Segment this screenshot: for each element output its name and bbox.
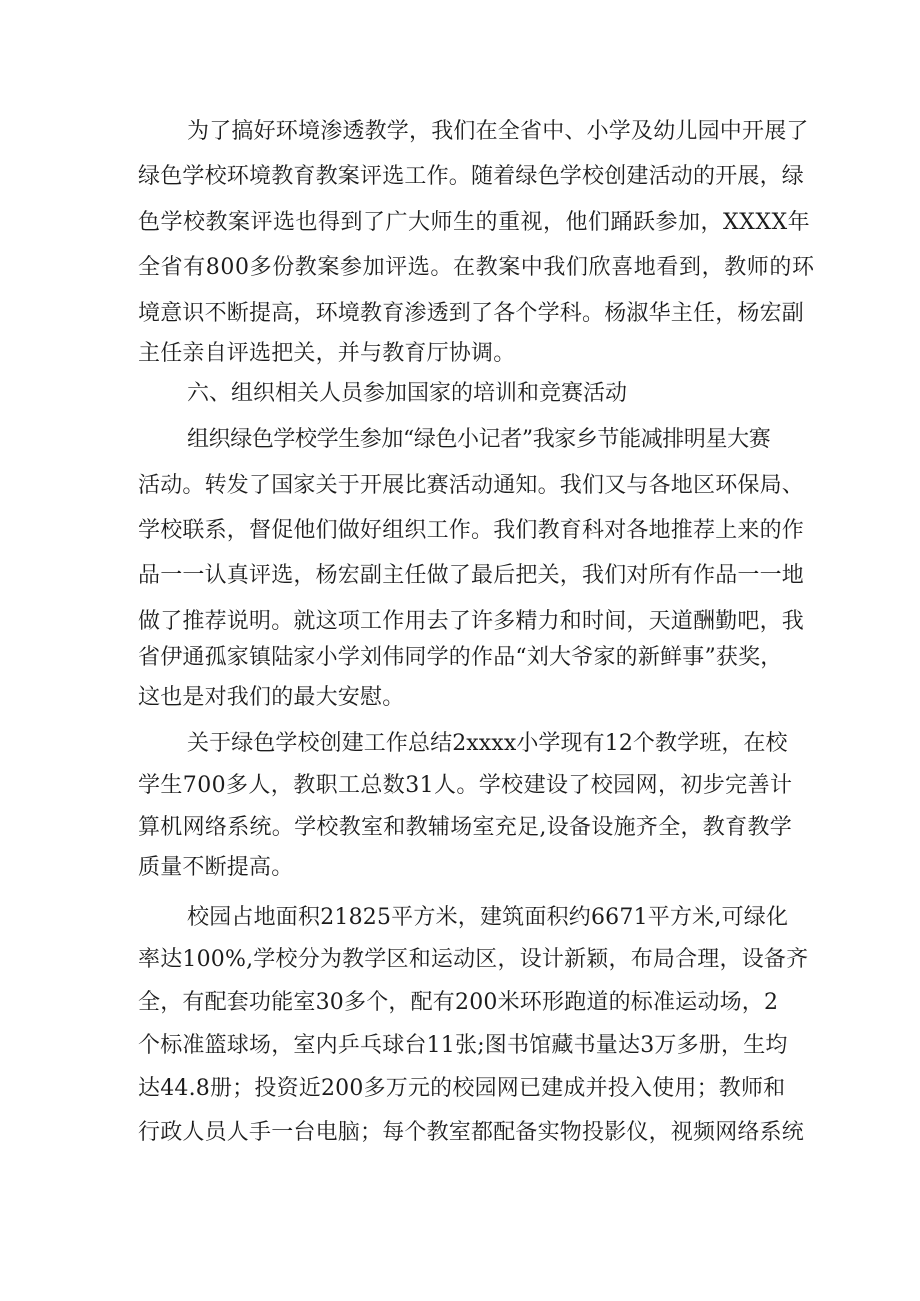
paragraph-1-line-1: 为了搞好环境渗透教学，我们在全省中、小学及幼儿园中开展了: [187, 119, 809, 144]
paragraph-5-line-6: 行政人员人手一台电脑；每个教室都配备实物投影仪，视频网络系统: [138, 1120, 805, 1145]
paragraph-5-line-2: 率达100%,学校分为教学区和运动区，设计新颖，布局合理，设备齐: [138, 947, 809, 972]
section-heading: 六、组织相关人员参加国家的培训和竞赛活动: [187, 381, 628, 406]
paragraph-3-line-4: 品一一认真评选，杨宏副主任做了最后把关，我们对所有作品一一地: [138, 563, 805, 588]
paragraph-3-line-5: 做了推荐说明。就这项工作用去了许多精力和时间，天道酬勤吧，我: [138, 609, 805, 634]
paragraph-3-line-3: 学校联系，督促他们做好组织工作。我们教育科对各地推荐上来的作: [138, 518, 805, 543]
paragraph-3-line-2: 活动。转发了国家关于开展比赛活动通知。我们又与各地区环保局、: [138, 473, 805, 498]
paragraph-1-line-5: 境意识不断提高，环境教育渗透到了各个学科。杨淑华主任，杨宏副: [138, 301, 805, 326]
paragraph-5-line-3: 全，有配套功能室30多个，配有200米环形跑道的标准运动场，2: [138, 990, 779, 1015]
paragraph-1-line-3: 色学校教案评选也得到了广大师生的重视，他们踊跃参加，XXXX年: [138, 210, 811, 235]
paragraph-4-line-3: 算机网络系统。学校教室和教辅场室充足,设备设施齐全，教育教学: [138, 815, 792, 840]
paragraph-3-line-7: 这也是对我们的最大安慰。: [138, 685, 405, 710]
paragraph-4-line-1: 关于绿色学校创建工作总结2xxxx小学现有12个教学班，在校: [187, 731, 788, 756]
paragraph-4-line-4: 质量不断提高。: [138, 855, 294, 880]
paragraph-5-line-1: 校园占地面积21825平方米，建筑面积约6671平方米,可绿化: [187, 905, 789, 930]
paragraph-1-line-6: 主任亲自评选把关，并与教育厅协调。: [138, 341, 516, 366]
paragraph-3-line-1: 组织绿色学校学生参加“绿色小记者”我家乡节能减排明星大赛: [187, 427, 771, 452]
paragraph-1-line-4: 全省有800多份教案参加评选。在教案中我们欣喜地看到，教师的环: [138, 255, 815, 280]
paragraph-1-line-2: 绿色学校环境教育教案评选工作。随着绿色学校创建活动的开展，绿: [138, 164, 805, 189]
paragraph-5-line-4: 个标准篮球场，室内乒乓球台11张;图书馆藏书量达3万多册，生均: [138, 1033, 788, 1058]
paragraph-4-line-2: 学生700多人，教职工总数31人。学校建设了校园网，初步完善计: [138, 773, 793, 798]
paragraph-5-line-5: 达44.8册；投资近200多万元的校园网已建成并投入使用；教师和: [138, 1076, 786, 1101]
paragraph-3-line-6: 省伊通孤家镇陆家小学刘伟同学的作品“刘大爷家的新鲜事”获奖，: [138, 645, 783, 670]
